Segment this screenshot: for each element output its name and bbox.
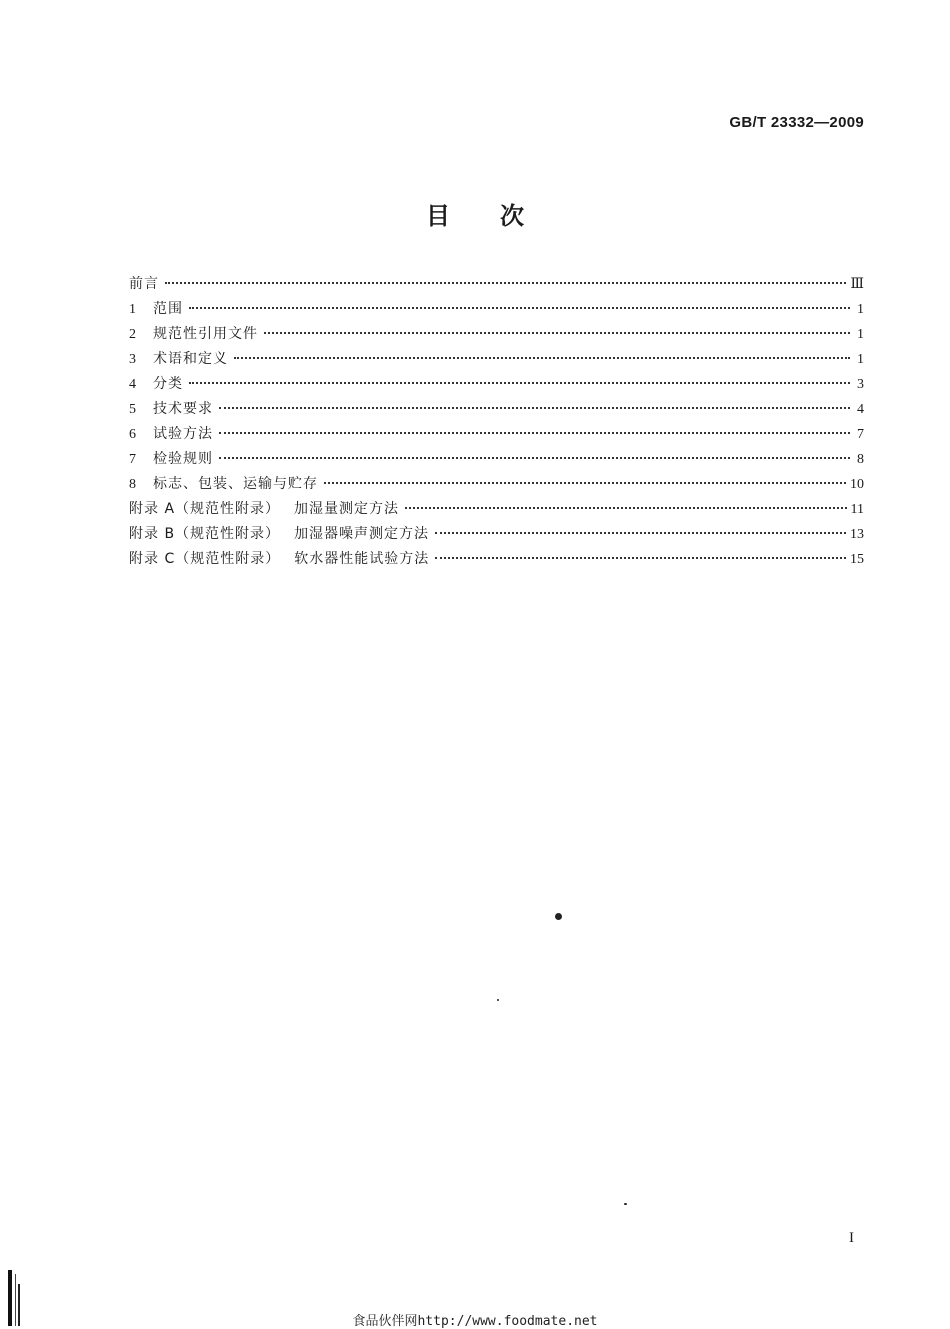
toc-page-number: 8 <box>857 452 864 467</box>
toc-entry-number: 4 <box>129 377 136 392</box>
toc-page-number: 1 <box>857 302 864 317</box>
toc-entry-text: 附录 B（规范性附录） <box>129 526 281 542</box>
toc-entry-number: 2 <box>129 327 136 342</box>
toc-entry-number: 6 <box>129 427 136 442</box>
toc-entry-classification[interactable] <box>129 372 864 397</box>
toc-page-number: 13 <box>850 527 864 542</box>
scan-speck <box>624 1203 627 1205</box>
toc-entry-terms[interactable] <box>129 347 864 372</box>
toc-entry-number: 5 <box>129 402 136 417</box>
scan-speck <box>555 913 562 920</box>
toc-leader-dots <box>405 507 846 509</box>
toc-page-number: 4 <box>857 402 864 417</box>
toc-page-number: 10 <box>850 477 864 492</box>
toc-list <box>129 272 864 572</box>
toc-page-number: 1 <box>857 327 864 342</box>
toc-entry-marking-packaging[interactable] <box>129 472 864 497</box>
toc-entry-test-methods[interactable] <box>129 422 864 447</box>
toc-entry-number: 3 <box>129 352 136 367</box>
toc-page-number: 7 <box>857 427 864 442</box>
toc-page-number: Ⅲ <box>850 277 864 292</box>
toc-leader-dots <box>324 482 846 484</box>
toc-entry-text: 附录 C（规范性附录） <box>129 551 281 567</box>
toc-entry-subtitle: 软水器性能试验方法 <box>294 551 430 567</box>
toc-leader-dots <box>264 332 850 334</box>
toc-title-right: 次 <box>500 202 524 230</box>
toc-entry-technical-requirements[interactable] <box>129 397 864 422</box>
toc-entry-number: 7 <box>129 452 136 467</box>
toc-entry-text: 试验方法 <box>153 426 213 442</box>
scan-speck <box>497 999 499 1001</box>
toc-leader-dots <box>219 457 850 459</box>
toc-entry-normative-references[interactable] <box>129 322 864 347</box>
page-number: I <box>849 1230 854 1246</box>
toc-title-left: 目 <box>426 202 450 230</box>
standard-code: GB/T 23332—2009 <box>729 114 864 131</box>
toc-title <box>0 196 950 231</box>
toc-leader-dots <box>435 557 846 559</box>
toc-page-number: 15 <box>850 552 864 567</box>
toc-entry-number: 1 <box>129 302 136 317</box>
toc-entry-subtitle: 加湿器噪声测定方法 <box>294 526 430 542</box>
toc-entry-text: 技术要求 <box>153 401 213 417</box>
toc-entry-text: 标志、包装、运输与贮存 <box>153 476 318 492</box>
toc-entry-inspection-rules[interactable] <box>129 447 864 472</box>
footer-watermark: 食品伙伴网http://www.foodmate.net <box>352 1314 598 1329</box>
toc-leader-dots <box>435 532 846 534</box>
toc-entry-annex-b[interactable] <box>129 522 864 547</box>
toc-entry-text: 前言 <box>129 276 159 292</box>
toc-entry-text: 术语和定义 <box>153 351 228 367</box>
toc-page-number: 3 <box>857 377 864 392</box>
toc-entry-text: 规范性引用文件 <box>153 326 258 342</box>
toc-leader-dots <box>234 357 850 359</box>
toc-page-number: 11 <box>850 502 864 517</box>
toc-leader-dots <box>165 282 846 284</box>
toc-entry-subtitle: 加湿量测定方法 <box>294 501 400 517</box>
toc-entry-annex-a[interactable] <box>129 497 864 522</box>
toc-leader-dots <box>189 307 850 309</box>
toc-leader-dots <box>219 432 850 434</box>
toc-entry-text: 检验规则 <box>153 451 213 467</box>
toc-entry-scope[interactable] <box>129 297 864 322</box>
toc-leader-dots <box>189 382 850 384</box>
toc-entry-text: 分类 <box>153 376 183 392</box>
toc-entry-number: 8 <box>129 477 136 492</box>
toc-entry-text: 附录 A（规范性附录） <box>129 501 281 517</box>
toc-entry-text: 范围 <box>153 301 183 317</box>
toc-page-number: 1 <box>857 352 864 367</box>
toc-leader-dots <box>219 407 850 409</box>
toc-entry-foreword[interactable] <box>129 272 864 297</box>
toc-entry-annex-c[interactable] <box>129 547 864 572</box>
